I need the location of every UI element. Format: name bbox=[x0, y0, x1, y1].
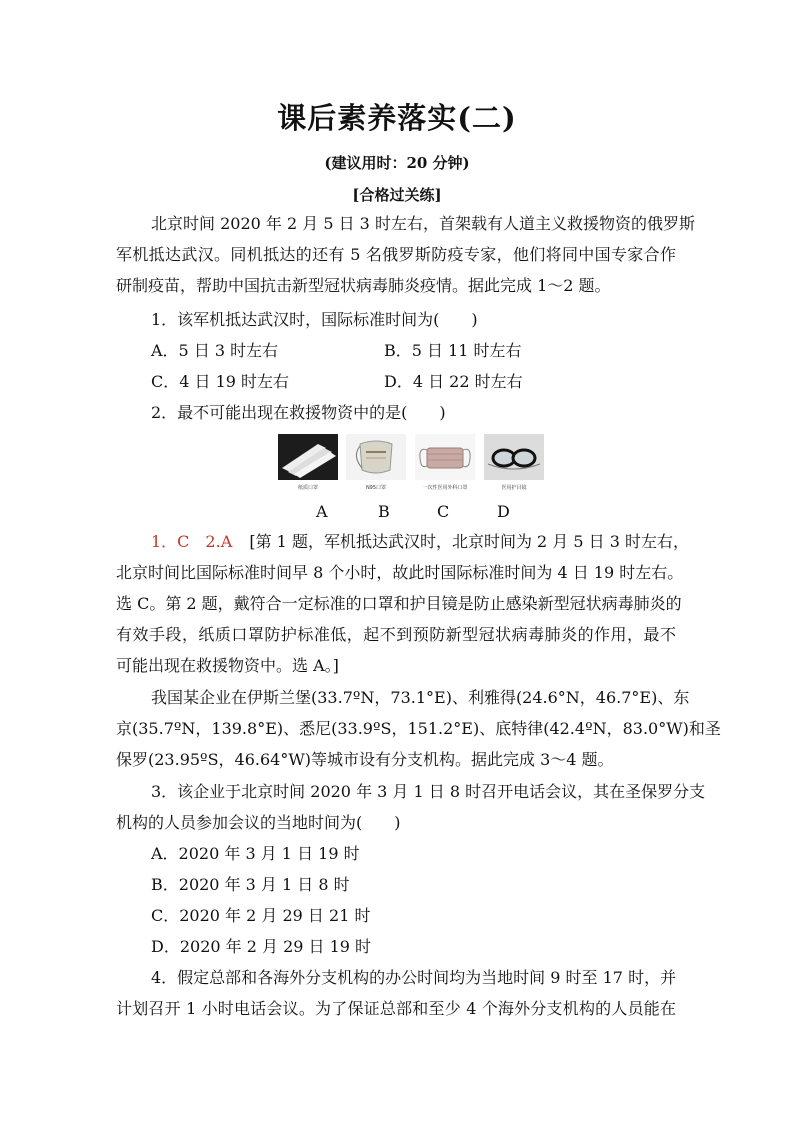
q1-option-a: A．5 日 3 时左右 bbox=[151, 341, 279, 360]
image-caption: 一次性医用外科口罩 bbox=[422, 485, 468, 491]
image-caption: N95口罩 bbox=[365, 485, 387, 491]
paper-mask-image bbox=[278, 434, 338, 496]
q3-option-b: B．2020 年 3 月 1 日 8 时 bbox=[151, 875, 350, 894]
intro1-line: 北京时间 2020 年 2 月 5 日 3 时左右，首架载有人道主义救援物资的俄罗斯 bbox=[151, 214, 695, 233]
n95-mask-image bbox=[346, 434, 406, 496]
answer-text: [第 1 题，军机抵达武汉时，北京时间为 2 月 5 日 3 时左右， bbox=[249, 532, 689, 551]
question-3-stem: 3．该企业于北京时间 2020 年 3 月 1 日 8 时召开电话会议，其在圣保罗分支 bbox=[151, 782, 706, 801]
choice-letter-d: D bbox=[497, 502, 510, 521]
intro1-line: 研制疫苗，帮助中国抗击新型冠状病毒肺炎疫情。据此完成 1～2 题。 bbox=[116, 276, 611, 295]
intro2-line: 我国某企业在伊斯兰堡(33.7ºN，73.1°E)、利雅得(24.6°N，46.7°E)、东 bbox=[151, 688, 690, 707]
intro1-line: 军机抵达武汉。同机抵达的还有 5 名俄罗斯防疫专家，他们将同中国专家合作 bbox=[116, 245, 676, 264]
intro2-line: 保罗(23.95ºS，46.64°W)等城市设有分支机构。据此完成 3～4 题。 bbox=[116, 750, 614, 769]
question-1-stem: 1．该军机抵达武汉时，国际标准时间为( ) bbox=[151, 310, 478, 329]
choice-letter-a: A bbox=[316, 502, 328, 521]
answer-line: 有效手段，纸质口罩防护标准低，起不到预防新型冠状病毒肺炎的作用，最不 bbox=[116, 625, 676, 644]
q3-option-c: C．2020 年 2 月 29 日 21 时 bbox=[151, 906, 371, 925]
question-4-stem: 4．假定总部和各海外分支机构的办公时间均为当地时间 9 时至 17 时，并 bbox=[151, 968, 677, 987]
q1-option-c: C．4 日 19 时左右 bbox=[151, 372, 290, 391]
answer-line bbox=[151, 532, 689, 552]
question-2-image-strip bbox=[278, 434, 544, 496]
answer-line: 选 C。第 2 题，戴符合一定标准的口罩和护目镜是防止感染新型冠状病毒肺炎的 bbox=[116, 594, 682, 613]
section-heading: [合格过关练] bbox=[352, 186, 442, 204]
intro2-line: 京(35.7ºN，139.8°E)、悉尼(33.9ºS，151.2°E)、底特律(42.4ºN，83.0°W)和圣 bbox=[116, 719, 721, 738]
suggested-time: (建议用时：20 分钟) bbox=[324, 154, 470, 172]
q1-option-b: B．5 日 11 时左右 bbox=[384, 341, 522, 360]
q3-option-d: D．2020 年 2 月 29 日 19 时 bbox=[151, 937, 372, 956]
choice-letter-c: C bbox=[437, 502, 450, 521]
page-title: 课后素养落实(二) bbox=[277, 101, 517, 135]
answer-line: 北京时间比国际标准时间早 8 个小时，故此时国际标准时间为 4 日 19 时左右。 bbox=[116, 563, 684, 582]
answer-key: 1．C 2.A bbox=[151, 532, 233, 551]
q1-option-d: D．4 日 22 时左右 bbox=[384, 372, 523, 391]
image-caption: 纸质口罩 bbox=[297, 485, 318, 491]
question-2-stem: 2．最不可能出现在救援物资中的是( ) bbox=[151, 403, 446, 422]
surgical-mask-image bbox=[415, 434, 475, 496]
goggles-image bbox=[484, 434, 544, 496]
choice-letter-b: B bbox=[378, 502, 390, 521]
image-caption: 医用护目镜 bbox=[501, 485, 527, 491]
question-4-stem: 计划召开 1 小时电话会议。为了保证总部和至少 4 个海外分支机构的人员能在 bbox=[116, 999, 676, 1018]
answer-line: 可能出现在救援物资中。选 A。] bbox=[116, 656, 339, 675]
question-3-stem: 机构的人员参加会议的当地时间为( ) bbox=[116, 813, 401, 832]
q3-option-a: A．2020 年 3 月 1 日 19 时 bbox=[151, 844, 360, 863]
